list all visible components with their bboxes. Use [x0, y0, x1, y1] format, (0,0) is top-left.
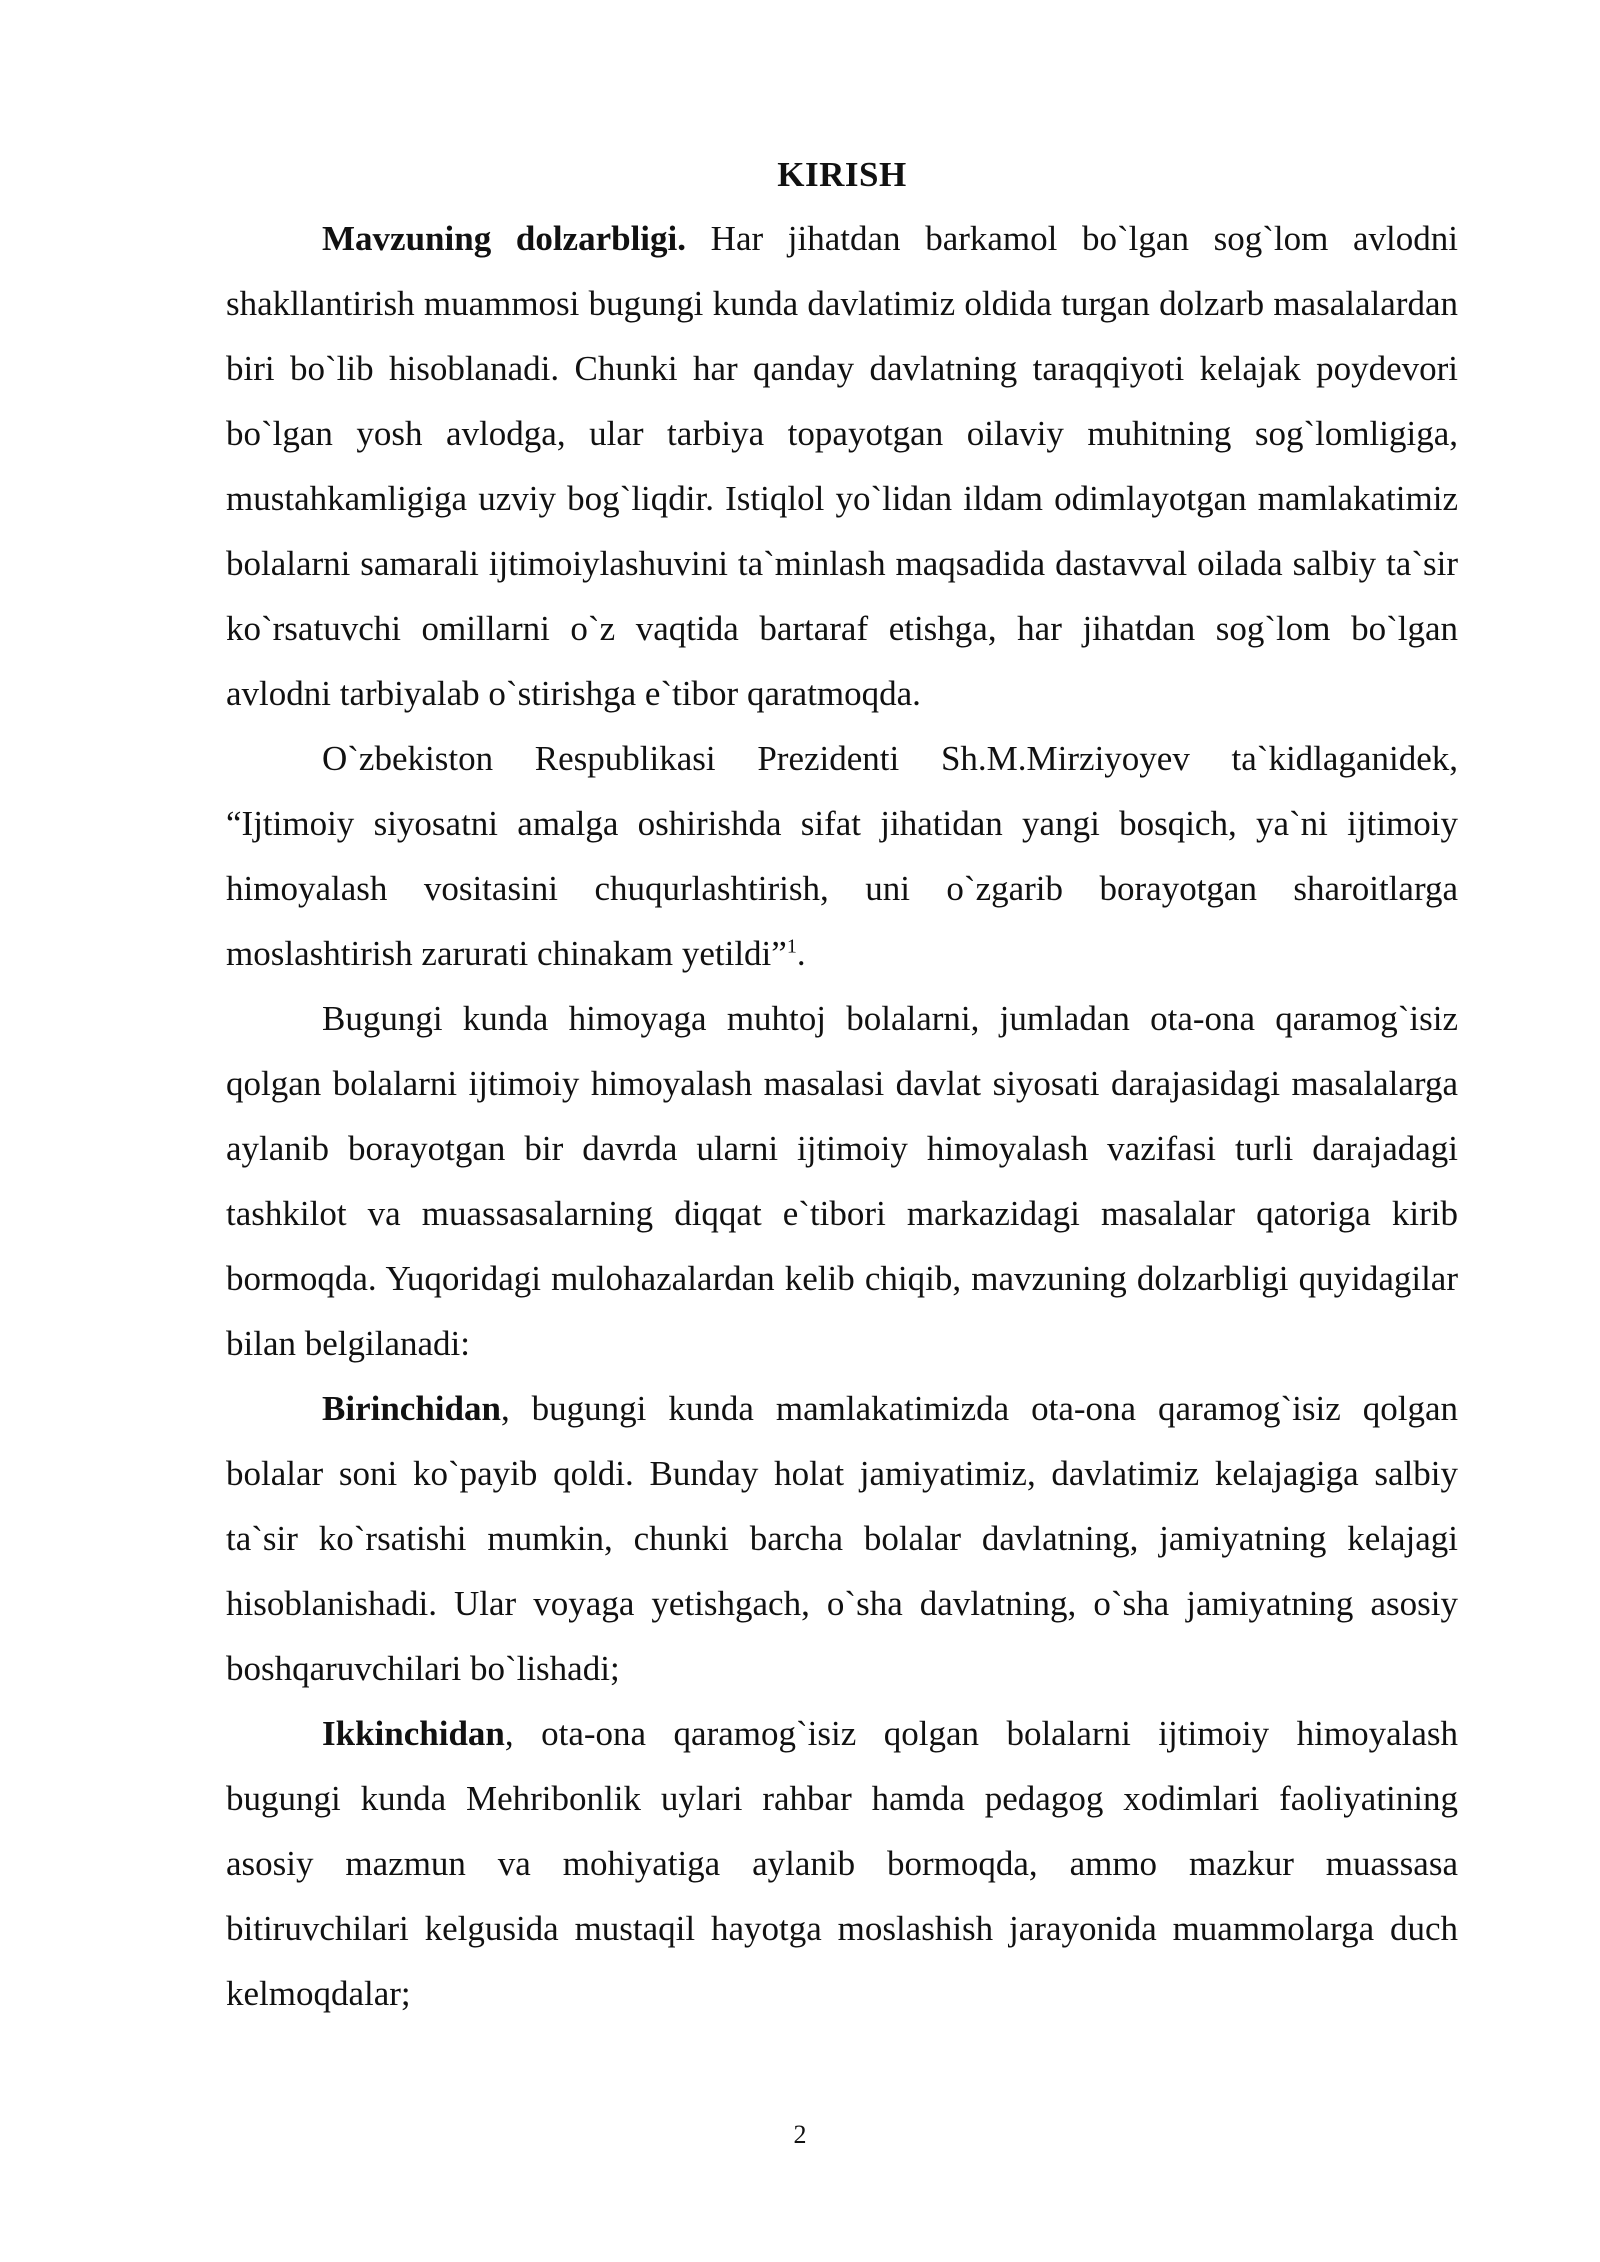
- page-number: 2: [793, 2120, 807, 2149]
- paragraph-text: Har jihatdan barkamol bo`lgan sog`lom avlodni shakllantirish muammosi bugungi kunda davlatimiz oldida turgan dolzarb masalalardan biri bo`lib hisoblanadi. Chunki har qanday davlatning taraqqiyoti kelajak poydevori bo`lgan yosh avlodga, ular tarbiya topayotgan oilaviy muhitning sog`lomligiga, mustahkamligiga uzviy bog`liqdir. Istiqlol yo`lidan ildam odimlayotgan mamlakatimiz bolalarni samarali ijtimoiylashuvini ta`minlash maqsadida dastavval oilada salbiy ta`sir ko`rsatuvchi omillarni o`z vaqtida bartaraf etishga, har jihatdan sog`lom bo`lgan avlodni tarbiyalab o`stirishga e`tibor qaratmoqda.: [226, 219, 1458, 713]
- paragraph-relevance: [226, 206, 1458, 726]
- paragraph-lead: Mavzuning dolzarbligi.: [322, 219, 686, 258]
- paragraph-social-protection: [226, 986, 1458, 1376]
- paragraph-president-quote: [226, 726, 1458, 986]
- paragraph-second-reason: [226, 1701, 1458, 2026]
- paragraph-text: Bugungi kunda himoyaga muhtoj bolalarni, jumladan ota-ona qaramog`isiz qolgan bolalarni ijtimoiy himoyalash masalasi davlat siyosati darajasidagi masalalarga aylanib borayotgan bir davrda ularni ijtimoiy himoyalash vazifasi turli darajadagi tashkilot va muassasalarning diqqat e`tibori markazidagi masalalar qatoriga kirib bormoqda. Yuqoridagi mulohazalardan kelib chiqib, mavzuning dolzarbligi quyidagilar bilan belgilanadi:: [226, 999, 1458, 1363]
- section-title: KIRISH: [777, 155, 907, 194]
- paragraph-lead: Birinchidan: [322, 1389, 501, 1428]
- page-content: [226, 146, 1458, 2026]
- paragraph-text: O`zbekiston Respublikasi Prezidenti Sh.M.Mirziyoyev ta`kidlaganidek, “Ijtimoiy siyosatni amalga oshirishda sifat jihatidan yangi bosqich, ya`ni ijtimoiy himoyalash vositasini chuqurlashtirish, uni o`zgarib borayotgan sharoitlarga moslashtirish zarurati chinakam yetildi”: [226, 739, 1458, 973]
- paragraph-tail: .: [796, 934, 806, 973]
- paragraph-text: , ota-ona qaramog`isiz qolgan bolalarni ijtimoiy himoyalash bugungi kunda Mehribonlik uylari rahbar hamda pedagog xodimlari faoliyatining asosiy mazmun va mohiyatiga aylanib bormoqda, ammo mazkur muassasa bitiruvchilari kelgusida mustaqil hayotga moslashish jarayonida muammolarga duch kelmoqdalar;: [226, 1714, 1458, 2013]
- paragraph-text: , bugungi kunda mamlakatimizda ota-ona qaramog`isiz qolgan bolalar soni ko`payib qoldi. Bunday holat jamiyatimiz, davlatimiz kelajagiga salbiy ta`sir ko`rsatishi mumkin, chunki barcha bolalar davlatning, jamiyatning kelajagi hisoblanishadi. Ular voyaga yetishgach, o`sha davlatning, o`sha jamiyatning asosiy boshqaruvchilari bo`lishadi;: [226, 1389, 1458, 1688]
- footnote-marker[interactable]: 1: [786, 935, 797, 958]
- paragraph-lead: Ikkinchidan: [322, 1714, 505, 1753]
- paragraph-first-reason: [226, 1376, 1458, 1701]
